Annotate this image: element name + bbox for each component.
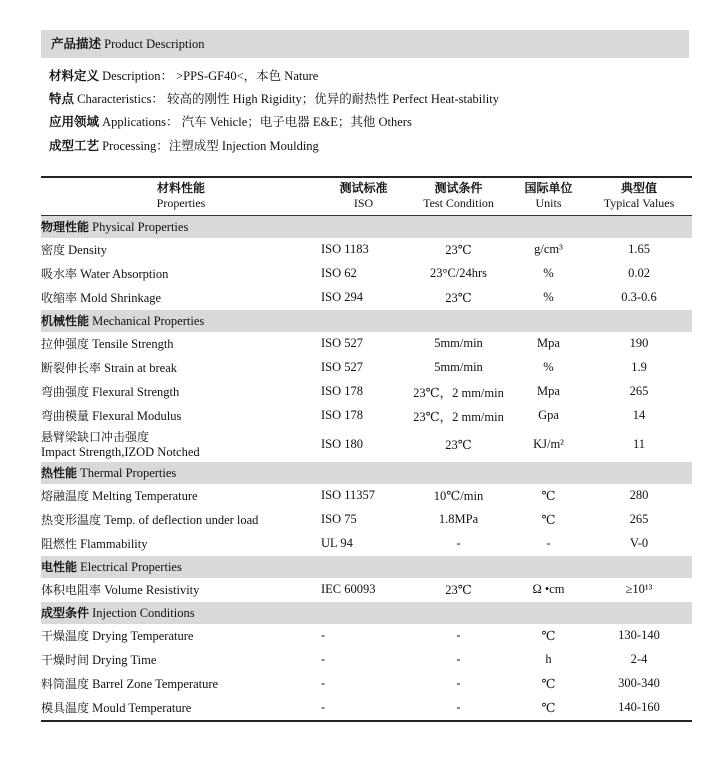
test-standard: - (321, 652, 326, 666)
property-name (41, 238, 321, 262)
section-row (41, 310, 692, 332)
header-en: ISO (353, 196, 374, 211)
description-header-zh: 产品描述 (51, 36, 102, 51)
property-name-en: Drying Temperature (92, 629, 194, 643)
applications-label: 应用领域 (49, 114, 100, 129)
unit: ℃ (511, 696, 586, 721)
test-standard: ISO 1183 (321, 242, 369, 256)
characteristics-text: Characteristics： 较高的刚性 High Rigidity；优异的耐热性 Perfect Heat-stability (77, 92, 499, 106)
property-name (41, 532, 321, 556)
typical-value: 11 (632, 437, 646, 451)
test-condition: 23℃，2 mm/min (413, 385, 504, 400)
property-name (41, 262, 321, 286)
characteristics-line (49, 89, 499, 107)
typical-value: 265 (629, 384, 649, 398)
property-name (41, 696, 321, 721)
test-standard: ISO 75 (321, 512, 357, 526)
test-standard: ISO 62 (321, 266, 357, 280)
unit: - (546, 536, 551, 550)
test-condition: 10℃/min (433, 488, 484, 503)
section-title (41, 215, 692, 238)
test-standard: ISO 178 (321, 408, 364, 422)
unit: g/cm³ (534, 242, 563, 256)
description-header-en: Product Description (104, 37, 205, 51)
unit: Mpa (537, 336, 560, 350)
property-name-en: Impact Strength,IZOD Notched (41, 444, 200, 459)
test-standard: ISO 294 (321, 290, 364, 304)
header-test-condition (406, 177, 511, 215)
unit: Gpa (538, 408, 559, 422)
typical-value: 14 (632, 408, 646, 422)
header-typical-values (586, 177, 692, 215)
test-condition: - (406, 696, 511, 721)
property-name (41, 332, 321, 356)
description-text: Description： >PPS-GF40<，本色 Nature (102, 69, 319, 83)
header-properties (41, 177, 321, 215)
typical-value: 1.65 (628, 242, 650, 256)
table-row (41, 262, 692, 286)
header-zh: 国际单位 (524, 181, 573, 196)
applications-line (49, 112, 412, 130)
property-name (41, 648, 321, 672)
section-row (41, 556, 692, 578)
property-name-en: Mould Temperature (92, 701, 192, 715)
test-condition: 5mm/min (434, 336, 483, 350)
test-condition: 23℃ (445, 437, 472, 452)
property-name-zh: 干燥温度 (41, 629, 90, 643)
header-units (511, 177, 586, 215)
test-standard: - (321, 676, 326, 690)
test-condition: 23℃ (445, 582, 472, 597)
typical-value: 0.02 (628, 266, 650, 280)
test-condition: - (456, 536, 461, 550)
section-title-zh: 电性能 (41, 560, 78, 574)
section-title-zh: 机械性能 (41, 314, 90, 328)
property-name-zh: 收缩率 (41, 291, 78, 305)
test-standard: ISO 527 (321, 360, 364, 374)
processing-text: Processing：注塑成型 Injection Moulding (102, 139, 319, 153)
test-condition: - (456, 628, 461, 642)
processing-label: 成型工艺 (49, 138, 100, 153)
property-name-zh: 拉伸强度 (41, 337, 90, 351)
header-zh: 测试条件 (434, 181, 483, 196)
table-row (41, 648, 692, 672)
property-name (41, 578, 321, 602)
test-condition: - (456, 652, 461, 666)
unit: Mpa (537, 384, 560, 398)
property-name-zh: 模具温度 (41, 701, 90, 715)
description-header (41, 30, 689, 58)
test-standard: ISO 11357 (321, 488, 376, 502)
table-header-row (41, 177, 692, 215)
property-name-zh: 阻燃性 (41, 537, 78, 551)
table-row (41, 532, 692, 556)
header-iso (321, 177, 406, 215)
section-title (41, 602, 692, 624)
typical-value: 0.3-0.6 (621, 290, 657, 304)
test-condition: 23°C/24hrs (429, 266, 488, 280)
test-standard: IEC 60093 (321, 582, 376, 596)
table-row (41, 380, 692, 404)
property-name-zh: 密度 (41, 243, 66, 257)
property-name-zh: 料筒温度 (41, 677, 90, 691)
unit: KJ/m² (533, 437, 564, 451)
unit: Ω •cm (532, 582, 565, 596)
section-row (41, 215, 692, 238)
header-zh: 典型值 (620, 181, 657, 196)
table-row (41, 624, 692, 648)
property-name (41, 286, 321, 310)
property-name-en: Strain at break (104, 361, 178, 375)
section-title (41, 310, 692, 332)
section-row (41, 462, 692, 484)
test-standard: ISO 527 (321, 336, 364, 350)
test-standard: UL 94 (321, 536, 353, 550)
property-name-en: Water Absorption (80, 267, 169, 281)
table-row (41, 404, 692, 428)
processing-line (49, 136, 319, 154)
typical-value: V-0 (629, 536, 649, 550)
property-name (41, 484, 321, 508)
section-title-zh: 物理性能 (41, 220, 90, 234)
property-name (41, 508, 321, 532)
properties-table (41, 176, 692, 722)
typical-value: ≥10¹³ (625, 582, 653, 596)
section-title-en: Mechanical Properties (92, 314, 205, 328)
property-name (41, 428, 321, 462)
table-body (41, 215, 692, 721)
header-en: Units (535, 196, 562, 211)
property-name-zh: 悬臂梁缺口冲击强度 (41, 429, 150, 444)
property-name-en: Melting Temperature (92, 489, 198, 503)
property-name (41, 404, 321, 428)
test-condition: - (456, 676, 461, 690)
unit: ℃ (541, 676, 556, 691)
property-name-en: Flammability (80, 537, 148, 551)
section-row (41, 602, 692, 624)
property-name-en: Barrel Zone Temperature (92, 677, 219, 691)
table-row (41, 286, 692, 310)
section-title-en: Electrical Properties (80, 560, 182, 574)
property-name-en: Flexural Strength (92, 385, 180, 399)
typical-value: 130-140 (618, 628, 660, 642)
test-standard: ISO 178 (321, 384, 364, 398)
typical-value: 265 (629, 512, 649, 526)
property-name-zh: 体积电阻率 (41, 583, 102, 597)
typical-value: 2-4 (630, 652, 648, 666)
typical-value: 190 (629, 336, 649, 350)
test-standard: ISO 180 (321, 437, 364, 451)
unit: % (543, 360, 554, 374)
test-condition: 23℃，2 mm/min (413, 409, 504, 424)
section-title-en: Thermal Properties (80, 466, 177, 480)
applications-text: Applications： 汽车 Vehicle；电子电器 E&E；其他 Others (102, 115, 412, 129)
section-title (41, 556, 692, 578)
typical-value: 300-340 (618, 676, 660, 690)
table-row (41, 238, 692, 262)
property-name-zh: 弯曲强度 (41, 385, 90, 399)
property-name-en: Volume Resistivity (104, 583, 200, 597)
property-name-en: Flexural Modulus (92, 409, 182, 423)
test-condition: 23℃ (445, 290, 472, 305)
unit: h (545, 652, 552, 666)
header-en: Properties (156, 196, 206, 211)
property-name-en: Mold Shrinkage (80, 291, 162, 305)
section-title-zh: 成型条件 (41, 606, 90, 620)
typical-value: 1.9 (631, 360, 647, 374)
test-standard: - (321, 696, 406, 721)
typical-value: 280 (629, 488, 649, 502)
property-name (41, 356, 321, 380)
table-row (41, 484, 692, 508)
header-zh: 测试标准 (339, 181, 388, 196)
header-en: Typical Values (603, 196, 675, 211)
table-row (41, 578, 692, 602)
property-name (41, 672, 321, 696)
table-row (41, 508, 692, 532)
property-name-zh: 熔融温度 (41, 489, 90, 503)
typical-value: 140-160 (586, 696, 692, 721)
property-name-zh: 干燥时间 (41, 653, 90, 667)
description-label: 材料定义 (49, 68, 100, 83)
section-title-zh: 热性能 (41, 466, 78, 480)
description-line (49, 66, 318, 84)
property-name-zh: 断裂伸长率 (41, 361, 102, 375)
header-en: Test Condition (423, 196, 494, 211)
property-name-en: Temp. of deflection under load (104, 513, 259, 527)
property-name-en: Density (68, 243, 108, 257)
property-name (41, 380, 321, 404)
table-row (41, 696, 692, 721)
property-name-en: Tensile Strength (92, 337, 174, 351)
test-condition: 23℃ (445, 242, 472, 257)
unit: ℃ (541, 628, 556, 643)
property-name-zh: 吸水率 (41, 267, 78, 281)
test-condition: 1.8MPa (438, 512, 479, 526)
unit: ℃ (541, 488, 556, 503)
test-standard: - (321, 628, 326, 642)
property-name-zh: 热变形温度 (41, 513, 102, 527)
section-title-en: Injection Conditions (92, 606, 195, 620)
table-row (41, 332, 692, 356)
property-name-en: Drying Time (92, 653, 157, 667)
property-name-zh: 弯曲模量 (41, 409, 90, 423)
property-name (41, 624, 321, 648)
unit: ℃ (541, 512, 556, 527)
table-row (41, 672, 692, 696)
header-zh: 材料性能 (156, 181, 205, 196)
unit: % (543, 266, 554, 280)
table-row (41, 356, 692, 380)
test-condition: 5mm/min (434, 360, 483, 374)
table-row (41, 428, 692, 462)
unit: % (543, 290, 554, 304)
characteristics-label: 特点 (49, 91, 75, 106)
section-title (41, 462, 692, 484)
section-title-en: Physical Properties (92, 220, 189, 234)
